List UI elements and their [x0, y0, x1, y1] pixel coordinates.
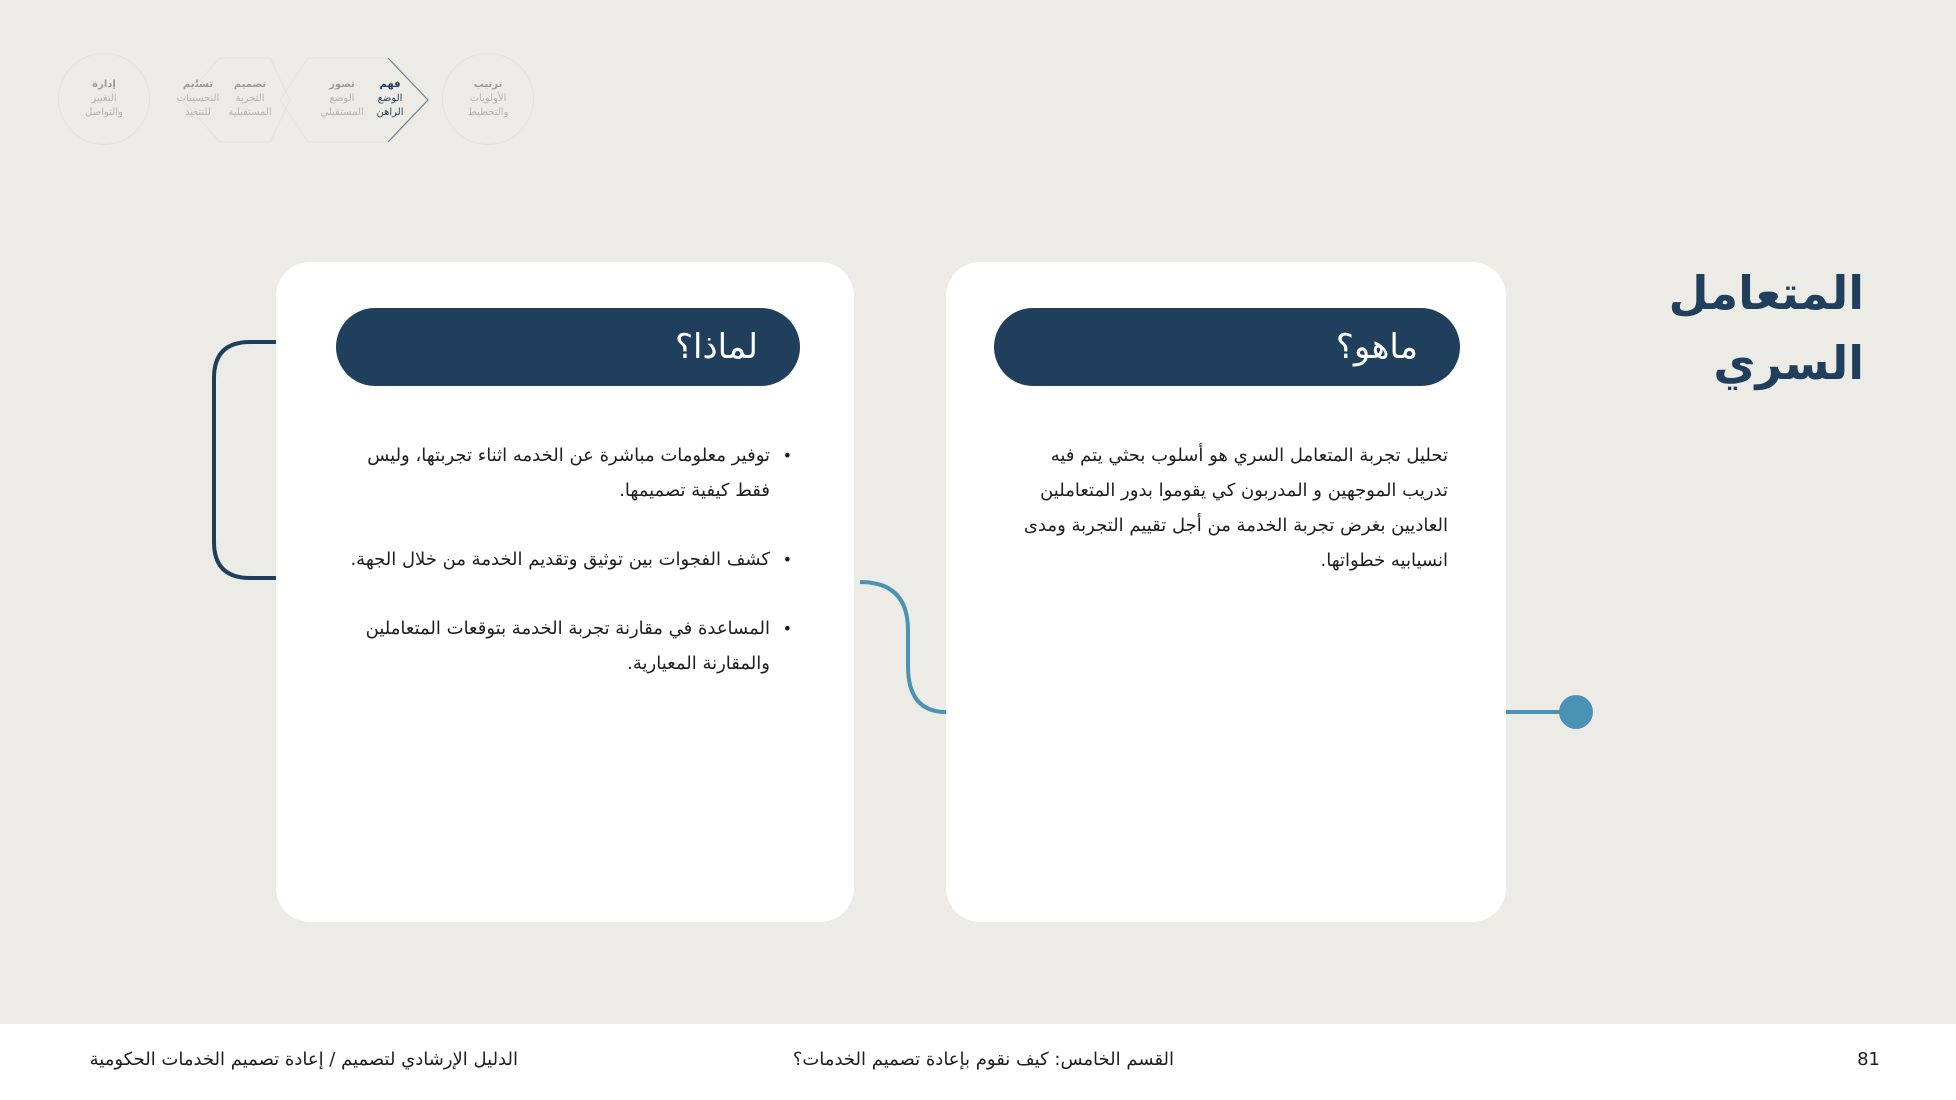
why-card-bullets — [342, 438, 770, 715]
what-card — [946, 262, 1506, 922]
nav-step-sub: الوضع الراهن — [376, 93, 404, 118]
nav-step-title: فهم — [379, 79, 401, 90]
nav-step-title: تصميم — [233, 79, 267, 90]
list-item: • كشف الفجوات بين توثيق وتقديم الخدمة من خلال الجهة. — [342, 542, 770, 577]
what-card-body: تحليل تجربة المتعامل السري هو أسلوب بحثي يتم فيه تدريب الموجهين و المدربون كي يقوموا بدور المتعاملين العاديين بغرض تجربة الخدمة من أجل تقييم التجربة ومدى انسيابيه خطواتها. — [1023, 445, 1448, 571]
title-line-2: السري — [1713, 336, 1864, 390]
nav-step-sub: التغيير والتواصل — [85, 93, 123, 118]
nav-step-sub: الأولويات والتخطيط — [467, 93, 509, 118]
nav-step-title: تسليم — [183, 79, 213, 90]
nav-step-title: إدارة — [92, 79, 116, 90]
page-number: 81 — [1857, 1049, 1880, 1070]
nav-step-sub: التحسينات للتنفيذ — [176, 93, 220, 118]
list-item: • توفير معلومات مباشرة عن الخدمه اثناء تجربتها، وليس فقط كيفية تصميمها. — [342, 438, 770, 508]
nav-step-sub: التجربة المستقبلية — [228, 93, 272, 118]
list-item: • المساعدة في مقارنة تجربة الخدمة بتوقعات المتعاملين والمقارنة المعيارية. — [342, 611, 770, 681]
title-line-1: المتعامل — [1668, 266, 1864, 320]
nav-step-title: ترتيب — [473, 79, 503, 90]
nav-step-title: تصور — [329, 79, 355, 90]
footer-section-title: القسم الخامس: كيف نقوم بإعادة تصميم الخدمات؟ — [792, 1049, 1174, 1070]
why-card — [276, 262, 854, 922]
why-card-heading: لماذا؟ — [336, 308, 800, 386]
page-footer — [0, 1024, 1956, 1100]
footer-guide-title: الدليل الإرشادي لتصميم / إعادة تصميم الخدمات الحكومية — [89, 1049, 518, 1070]
nav-step-sub: الوضع المستقبلي — [320, 93, 364, 118]
what-card-heading: ماهو؟ — [994, 308, 1460, 386]
connector-dot — [1559, 695, 1593, 729]
